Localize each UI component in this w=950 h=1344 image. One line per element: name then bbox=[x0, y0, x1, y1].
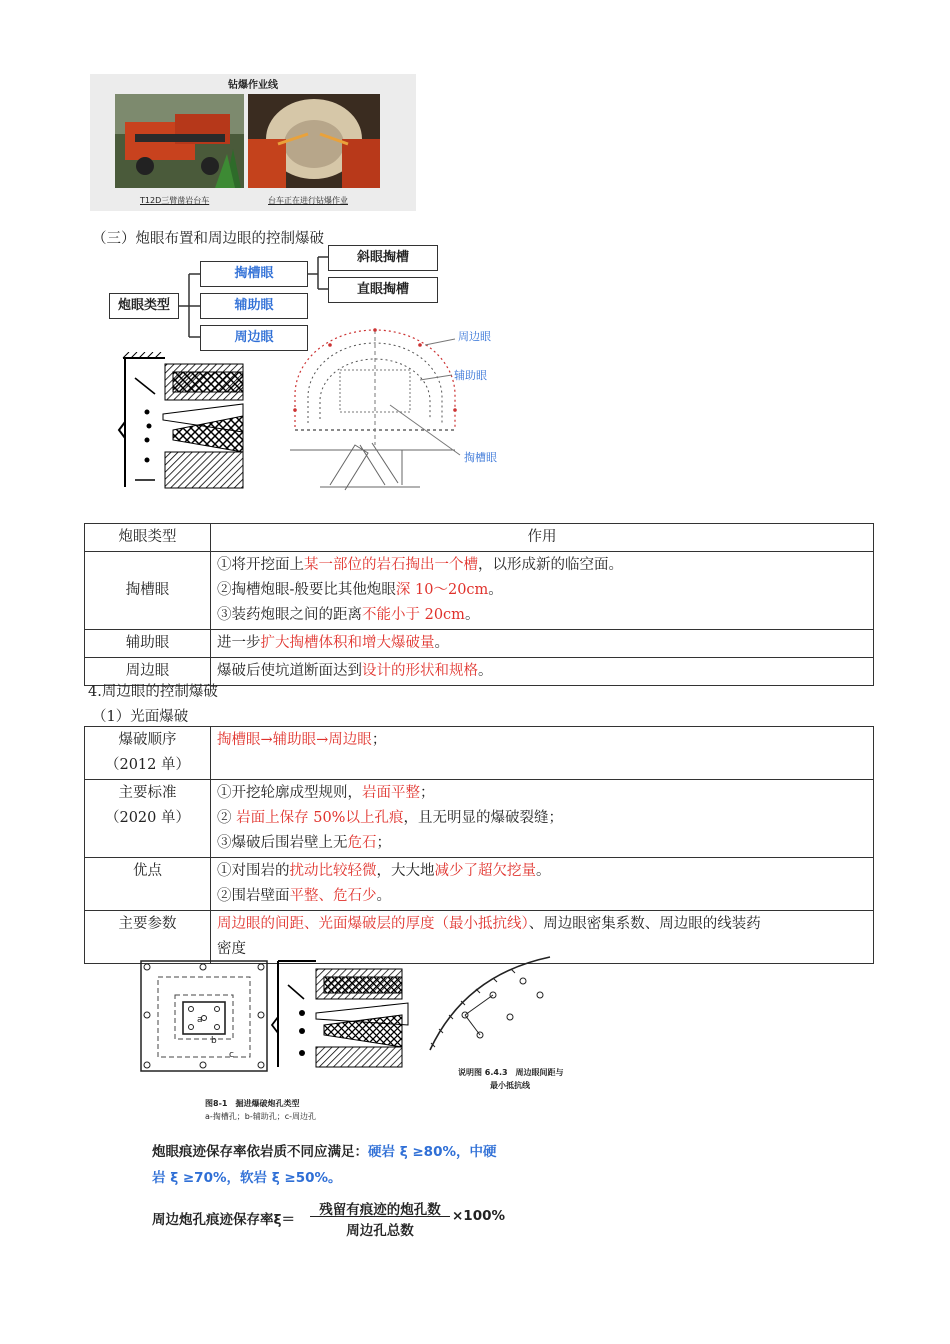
table-row: 优点 ①对围岩的扰动比较轻微，大大地减少了超欠挖量。 ②围岩壁面平整、危石少。 bbox=[85, 858, 874, 911]
section4-heading: 4.周边眼的控制爆破 bbox=[88, 684, 218, 700]
photo-title: 钻爆作业线 bbox=[228, 80, 278, 91]
formula-numerator: 残留有痕迹的炮孔数 bbox=[319, 1202, 441, 1218]
tree-oblique-cut: 斜眼掏槽 bbox=[328, 245, 438, 271]
table-header bbox=[85, 524, 874, 552]
formula-times: ×100% bbox=[452, 1208, 506, 1224]
perimeter-spacing-diagram bbox=[425, 955, 555, 1055]
blast-hole-face-diagram bbox=[133, 957, 273, 1077]
figure-caption-2: a-掏槽孔；b-辅助孔；c-周边孔 bbox=[205, 1112, 317, 1121]
formula-left: 周边炮孔痕迹保存率ξ＝ bbox=[152, 1212, 295, 1228]
table-row: 爆破顺序 （2012 单） 掏槽眼→辅助眼→周边眼； bbox=[85, 727, 874, 780]
figure-caption-1: 图8-1 掘进爆破炮孔类型 bbox=[205, 1099, 300, 1108]
section4-sub: （1）光面爆破 bbox=[92, 709, 189, 725]
table-row: 主要标准 （2020 单） ①开挖轮廓成型规则，岩面平整； ② 岩面上保存 50%以上孔痕，且无明显的爆破裂缝； ③爆破后围岩壁上无危石； bbox=[85, 780, 874, 858]
fig-label-c: c bbox=[229, 1050, 234, 1060]
photo-caption-right: 台车正在进行钻爆作业 bbox=[268, 196, 348, 205]
retention-line-1: 炮眼痕迹保存率依岩质不同应满足：硬岩 ξ ≥80%，中硬 bbox=[152, 1144, 497, 1160]
fig-label-a: a bbox=[197, 1015, 203, 1025]
section3-heading: （三）炮眼布置和周边眼的控制爆破 bbox=[92, 231, 324, 247]
drill-blast-photo bbox=[90, 74, 416, 211]
table-row: 主要参数 周边眼的间距、光面爆破层的厚度（最小抵抗线）、周边眼密集系数、周边眼的线装药 密度 bbox=[85, 911, 874, 964]
tree-parallel-cut: 直眼掏槽 bbox=[328, 277, 438, 303]
tree-root: 炮眼类型 bbox=[109, 293, 179, 319]
figure-caption-right-2: 最小抵抗线 bbox=[490, 1081, 530, 1090]
row-function: 进一步扩大掏槽体积和增大爆破量。 bbox=[211, 630, 874, 658]
formula-denominator: 周边孔总数 bbox=[346, 1223, 414, 1239]
row-type: 掏槽眼 bbox=[85, 552, 211, 630]
tree-cut-hole: 掏槽眼 bbox=[200, 261, 308, 287]
row-function: 爆破后使坑道断面达到设计的形状和规格。 bbox=[211, 658, 874, 686]
blast-hole-section-diagram bbox=[268, 955, 418, 1075]
fig-label-b: b bbox=[211, 1036, 217, 1046]
label-cut: 掏槽眼 bbox=[464, 451, 497, 464]
retention-line-2: 岩 ξ ≥70%，软岩 ξ ≥50%。 bbox=[152, 1170, 342, 1186]
hole-section-diagram bbox=[115, 352, 255, 492]
drilling-operation-photo bbox=[248, 94, 380, 188]
row-function: ①将开挖面上某一部位的岩石掏出一个槽，以形成新的临空面。 ②掏槽炮眼-般要比其他炮眼深 10～20cm。 ③装药炮眼之间的距离不能小于 20cm。 bbox=[211, 552, 874, 630]
tree-auxiliary-hole: 辅助眼 bbox=[200, 293, 308, 319]
label-perimeter: 周边眼 bbox=[458, 330, 491, 343]
table-row bbox=[85, 630, 874, 658]
photo-caption-left: T12D三臂凿岩台车 bbox=[140, 196, 210, 205]
figure-caption-right-1: 说明图 6.4.3 周边眼间距与 bbox=[458, 1068, 564, 1077]
smooth-blasting-table bbox=[84, 726, 874, 964]
header-type: 炮眼类型 bbox=[85, 524, 211, 552]
row-type: 周边眼 bbox=[85, 658, 211, 686]
hole-type-table bbox=[84, 523, 874, 686]
tunnel-face-diagram bbox=[290, 325, 510, 495]
tree-perimeter-hole: 周边眼 bbox=[200, 325, 308, 351]
table-row bbox=[85, 552, 874, 630]
header-function: 作用 bbox=[211, 524, 874, 552]
formula-bar bbox=[310, 1216, 450, 1217]
drill-jumbo-photo bbox=[115, 94, 244, 188]
label-auxiliary: 辅助眼 bbox=[454, 369, 487, 382]
row-type: 辅助眼 bbox=[85, 630, 211, 658]
